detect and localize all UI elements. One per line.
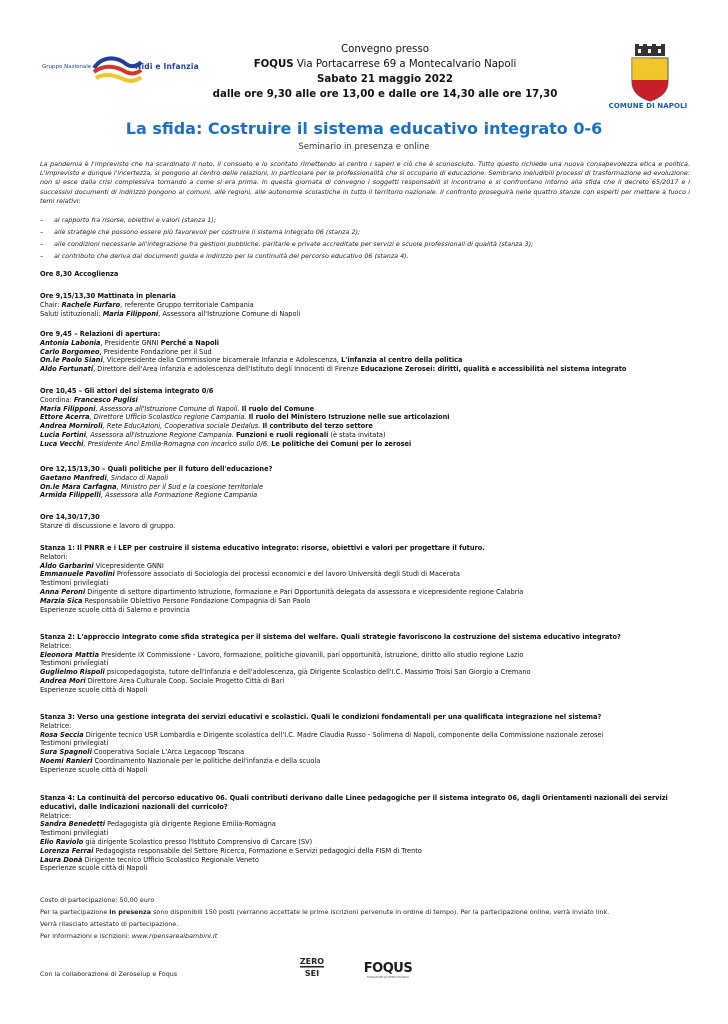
stanza-heading: Stanza 3: Verso una gestione integrata dei servizi educativi e scolastici. Quali le condizioni fondamentali per una qualificata integrazione nel sistema? bbox=[40, 713, 602, 721]
speaker-row: Luca Vecchi, Presidente Anci Emilia-Romagna con incarico sullo 0/6. Le politiche dei Comuni per lo zerosei bbox=[40, 439, 412, 448]
info-text: Per informazioni e iscrizioni: www.ripensareaibambini.it bbox=[40, 932, 218, 940]
venue-name: FOQUS bbox=[253, 59, 294, 70]
program-plenaria bbox=[40, 292, 700, 318]
intro-paragraph: La pandemia è l'imprevisto che ha scardinato il noto, il consueto e lo scontato rimettendo al centro i saperi e ciò che è sconosciuto. Tutto questo richiede una nuova consapevolezza etica e politica. L'imprevisto e dunque l'incertezza, si pongono al centro delle relazioni, in particolare per le professionalità che si occupano di educazione. Sembrano ineludibili processi di trasformazione ed evoluzione: non si esce dalla crisi complessiva tornando a come si era prima. In questa giornata di convegno i soggetti responsabili si incontrano e si confrontano intorno alla sfida che il decreto 65/2017 e i successivi documenti di indirizzo pongono ai comuni, alle regioni, alle autonomie scolastiche in tutto il territorio nazionale. Il confronto proseguirà nelle quattro stanze con esperti per mettere a fuoco i temi relativi: bbox=[40, 160, 690, 205]
speaker-row: Ettore Acerra, Direttore Ufficio Scolastico regione Campania. Il ruolo del Ministero Istruzione nelle sue articolazioni bbox=[40, 413, 450, 422]
apertura-heading: Ore 9,45 – Relazioni di apertura: bbox=[40, 330, 161, 338]
stanza-4: Stanza 4: La continuità del percorso educativo 06. Quali contributi derivano dalle Linee pedagogiche per il sistema integrato 06, dagli Orientamenti nazionali dei servizi educativi, dalle Indicazioni nazionali del curricolo? Relatrice: Sandra Benedetti Pedagogista già dirigente Regione Emilia-Romagna Testimoni privilegiati Elio Raviolo già dirigente Scolastico presso l'Istituto Comprensivo di Carcare (SV) Lorenza Ferrai Pedagogista responsabile del Settore Ricerca, Formazione e Servizi pedagogici della FISM di Trento Laura Donà Dirigente tecnico Ufficio Scolastico Regionale Veneto Esperienze scuole città di Napoli bbox=[40, 794, 700, 873]
costo-text: Costo di partecipazione: 50,00 euro bbox=[40, 896, 155, 904]
collaborazione-text: Con la collaborazione di Zeroseiup e Foqus bbox=[40, 970, 178, 978]
comune-napoli-crest-icon bbox=[624, 44, 676, 102]
speaker-row: Emmanuele Pavolini Professore associato di Sociologia dei processi economici e del lavoro Università degli Studi di Macerata bbox=[40, 570, 460, 579]
svg-text:FONDAZIONE QUARTIERI SPAGNOLI: FONDAZIONE QUARTIERI SPAGNOLI bbox=[366, 976, 410, 979]
speaker-row: Elio Raviolo già dirigente Scolastico presso l'Istituto Comprensivo di Carcare (SV) bbox=[40, 837, 313, 846]
info-link[interactable]: www.ripensareaibambini.it bbox=[131, 932, 218, 940]
speaker-row: Sandra Benedetti Pedagogista già dirigente Regione Emilia-Romagna bbox=[40, 820, 276, 829]
header-date: Sabato 21 maggio 2022 bbox=[317, 74, 453, 85]
speaker-row: Lucia Fortini, Assessora all'Istruzione Regione Campania. Funzioni e ruoli regionali (è stata invitata) bbox=[40, 430, 386, 439]
program-attori bbox=[40, 387, 700, 449]
gnni-logo-label-right: Nidi e Infanzia bbox=[135, 62, 199, 71]
politiche-heading: Ore 12,15/13,30 – Quali politiche per il futuro dell'educazione? bbox=[40, 465, 273, 473]
speaker-row: Carlo Borgomeo, Presidente Fondazione per il Sud bbox=[40, 347, 212, 356]
speaker-row: Lorenza Ferrai Pedagogista responsabile del Settore Ricerca, Formazione e Servizi pedagogici della FISM di Trento bbox=[40, 846, 422, 855]
speaker-row: Andrea Mori Direttore Area Culturale Coop. Sociale Progetto Città di Bari bbox=[40, 676, 285, 685]
speaker-row: Antonia Labonia, Presidente GNNI Perché a Napoli bbox=[40, 338, 220, 347]
page-subtitle: Seminario in presenza e online bbox=[298, 142, 430, 152]
program-accoglienza: Ore 8,30 Accoglienza bbox=[40, 270, 119, 278]
speaker-row: Armida Filippelli, Assessora alla Formazione Regione Campania bbox=[40, 491, 258, 500]
stanza-3: Stanza 3: Verso una gestione integrata dei servizi educativi e scolastici. Quali le condizioni fondamentali per una qualificata integrazione nel sistema? Relatrice: Rosa Seccia Dirigente tecnico USR Lombardia e Dirigente scolastica dell'I.C. Madre Claudia Russo - Solimena di Napoli, componente della Commissione nazionale zerosei Testimoni privilegiati Sura Spagnoli Cooperativa Sociale L'Arca Legacoop Toscana Noemi Ranieri Coordinamento Nazionale per le politiche dell'infanzia e della scuola Esperienze scuole città di Napoli bbox=[40, 713, 700, 775]
topic-bullet: – al contributo che deriva dai documenti guida e indirizzo per la continuità del percorso educativo 06 (stanza 4). bbox=[40, 252, 409, 260]
foqus-logo bbox=[360, 958, 416, 980]
comune-napoli-label: COMUNE DI NAPOLI bbox=[608, 102, 688, 110]
svg-text:FOQUS: FOQUS bbox=[363, 961, 413, 976]
stanza-1: Stanza 1: Il PNRR e i LEP per costruire il sistema educativo integrato: risorse, obiettivi e valori per progettare il futuro. Relatori: Aldo Garbarini Vicepresidente GNNI Emmanuele Pavolini Professore associato di Sociologia dei processi economici e del lavoro Università degli Studi di Macerata Testimoni privilegiati Anna Peroni Dirigente di settore dipartimento Istruzione, formazione e Pari Opportunità delegata da assessora e vicepresidente regione Calabria Marzia Sica Responsabile Obiettivo Persone Fondazione Compagnia di San Paolo Esperienze scuole città di Salerno e provincia bbox=[40, 544, 700, 614]
speaker-row: Anna Peroni Dirigente di settore dipartimento Istruzione, formazione e Pari Opportunità delegata da assessora e vicepresidente regione Calabria bbox=[40, 587, 524, 596]
event-header bbox=[190, 42, 580, 102]
speaker-row: Noemi Ranieri Coordinamento Nazionale per le politiche dell'infanzia e della scuola bbox=[40, 756, 321, 765]
speaker-row: Sura Spagnoli Cooperativa Sociale L'Arca Legacoop Toscana bbox=[40, 748, 245, 757]
speaker-row: Guglielmo Rispoli psicopedagogista, tutore dell'infanzia e dell'adolescenza, già Dirigente Scolastico dell'I.C. Massimo Troisi San Giorgio a Cremano bbox=[40, 668, 531, 677]
page-title: La sfida: Costruire il sistema educativo integrato 0-6 bbox=[125, 119, 603, 138]
header-venue bbox=[190, 57, 580, 72]
speaker-row: Eleonora Mattia Presidente IX Commissione - Lavoro, formazione, politiche giovanili, pari opportunità, istruzione, diritto allo studio regione Lazio bbox=[40, 650, 524, 659]
venue-address: Via Portacarrese 69 a Montecalvario Napoli bbox=[293, 59, 517, 70]
stanza-heading: Stanza 1: Il PNRR e i LEP per costruire il sistema educativo integrato: risorse, obiettivi e valori per progettare il futuro. bbox=[40, 544, 485, 552]
stanza-2: Stanza 2: L'approccio integrato come sfida strategica per il sistema del welfare. Quali strategie favoriscono la costruzione del sistema educativo integrato? Relatrice: Eleonora Mattia Presidente IX Commissione - Lavoro, formazione, politiche giovanili, pari opportunità, istruzione, diritto allo studio regione Lazio Testimoni privilegiati Guglielmo Rispoli psicopedagogista, tutore dell'infanzia e dell'adolescenza, già Dirigente Scolastico dell'I.C. Massimo Troisi San Giorgio a Cremano Andrea Mori Direttore Area Culturale Coop. Sociale Progetto Città di Bari Esperienze scuole città di Napoli bbox=[40, 633, 700, 695]
attori-coordinator: Coordina: Francesco Puglisi bbox=[40, 395, 138, 404]
gnni-logo bbox=[40, 50, 215, 84]
speaker-row: Marzia Sica Responsabile Obiettivo Persone Fondazione Compagnia di San Paolo bbox=[40, 596, 311, 605]
svg-text:ZERO: ZERO bbox=[299, 957, 325, 966]
speaker-row: On.le Mara Carfagna, Ministro per il Sud e la coesione territoriale bbox=[40, 482, 264, 491]
header-line1: Convegno presso bbox=[340, 44, 430, 55]
speaker-row: Andrea Morniroli, Rete EducAzioni, Cooperativa sociale Dedalus. Il contributo del terzo settore bbox=[40, 422, 373, 431]
topic-bullet: – alle condizioni necessarie all'integrazione fra gestioni pubbliche, paritarie e private accreditate per servizi e scuole professionali di qualità (stanza 3); bbox=[40, 240, 534, 248]
attestato-text: Verrà rilasciato attestato di partecipazione. bbox=[40, 920, 179, 928]
program-politiche bbox=[40, 465, 700, 500]
speaker-row: Maria Filipponi, Assessora all'Istruzione Comune di Napoli. Il ruolo del Comune bbox=[40, 404, 315, 413]
program-pomeriggio: Ore 14,30/17,30 Stanze di discussione e lavoro di gruppo. bbox=[40, 513, 176, 530]
speaker-row: Rosa Seccia Dirigente tecnico USR Lombardia e Dirigente scolastica dell'I.C. Madre Claudia Russo - Solimena di Napoli, componente della Commissione nazionale zerosei bbox=[40, 730, 604, 739]
plenaria-saluti: Saluti istituzionali: Maria Filipponi, Assessora all'Istruzione Comune di Napoli bbox=[40, 309, 301, 318]
attori-heading: Ore 10,45 – Gli attori del sistema integrato 0/6 bbox=[40, 387, 214, 395]
speaker-row: On.le Paolo Siani, Vicepresidente della Commissione bicamerale Infanzia e Adolescenza, L'infanzia al centro della politica bbox=[40, 356, 463, 365]
topic-bullet: – alle strategie che possono essere più favorevoli per costruire il sistema integrato 06 (stanza 2); bbox=[40, 228, 361, 236]
speaker-row: Aldo Fortunati, Direttore dell'Area infanzia e adolescenza dell'Istituto degli Innocenti di Firenze Educazione Zerosei: diritti, qualità e accessibilità nel sistema integrato bbox=[40, 365, 627, 374]
gnni-logo-label-left: Gruppo Nazionale bbox=[42, 64, 92, 70]
plenaria-heading: Ore 9,15/13,30 Mattinata in plenaria bbox=[40, 292, 176, 300]
stanza-heading: Stanza 4: La continuità del percorso educativo 06. Quali contributi derivano dalle Linee pedagogiche per il sistema integrato 06, dagli Orientamenti nazionali dei servizi educativi, dalle Indicazioni nazionali del curricolo? bbox=[40, 794, 668, 811]
program-apertura bbox=[40, 330, 700, 374]
topic-bullet: – al rapporto fra risorse, obiettivi e valori (stanza 1); bbox=[40, 216, 216, 224]
plenaria-chair: Chair: Rachele Furfaro, referente Gruppo territoriale Campania bbox=[40, 300, 254, 309]
speaker-row: Gaetano Manfredi, Sindaco di Napoli bbox=[40, 473, 169, 482]
speaker-row: Aldo Garbarini Vicepresidente GNNI bbox=[40, 561, 164, 570]
zeroseiup-logo bbox=[297, 952, 327, 982]
speaker-row: Laura Donà Dirigente tecnico Ufficio Scolastico Regionale Veneto bbox=[40, 855, 259, 864]
stanza-heading: Stanza 2: L'approccio integrato come sfida strategica per il sistema del welfare. Quali strategie favoriscono la costruzione del sistema educativo integrato? bbox=[40, 633, 621, 641]
partecipazione-text: Per la partecipazione in presenza sono disponibili 150 posti (verranno accettate le prime iscrizioni pervenute in ordine di tempo). Per la partecipazione online, verrà inviato link. bbox=[40, 908, 610, 916]
svg-text:SEI: SEI bbox=[304, 969, 320, 978]
header-hours: dalle ore 9,30 alle ore 13,00 e dalle ore 14,30 alle ore 17,30 bbox=[212, 89, 558, 100]
